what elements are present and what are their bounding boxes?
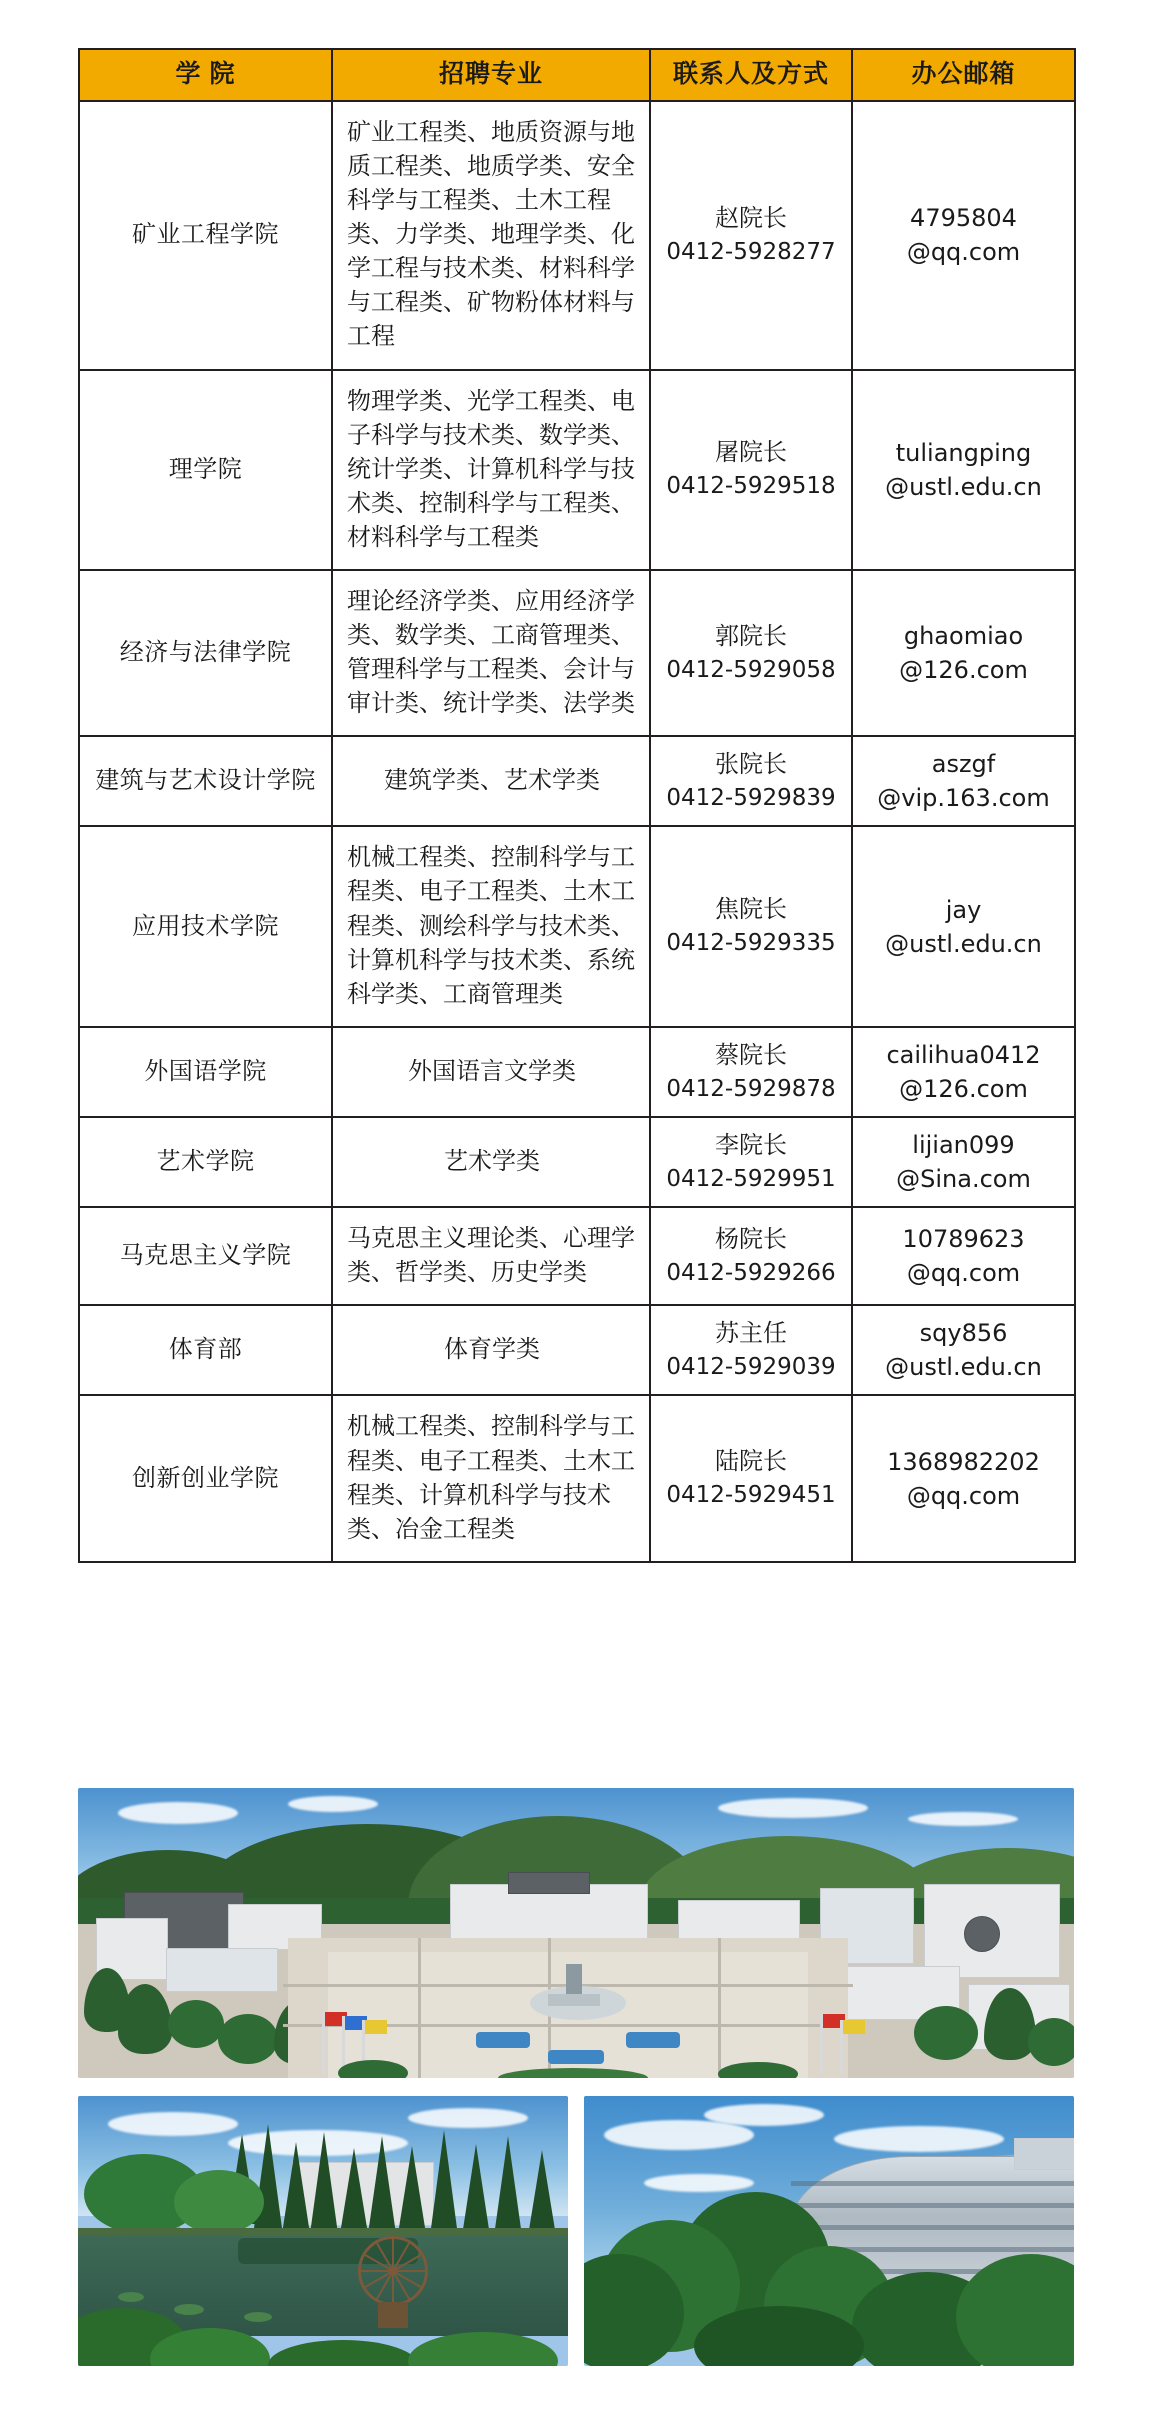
contact-phone: 0412-5929335 [666, 930, 836, 957]
cell-college: 创新创业学院 [79, 1395, 332, 1561]
contact-name: 苏主任 [715, 1319, 787, 1347]
recruitment-table-container [78, 48, 1074, 1563]
cell-major: 物理学类、光学工程类、电子科学与技术类、数学类、统计学类、计算机科学与技术类、控制科学与工程类、材料科学与工程类 [332, 370, 650, 570]
cell-college: 体育部 [79, 1305, 332, 1395]
email-local: cailihua0412 [886, 1040, 1041, 1069]
contact-phone: 0412-5929518 [666, 473, 836, 500]
table-row [79, 1395, 1075, 1561]
cell-email [852, 370, 1075, 570]
contact-name: 赵院长 [715, 204, 787, 232]
email-local: tuliangping [895, 438, 1032, 467]
cell-email [852, 101, 1075, 370]
email-domain: @qq.com [906, 238, 1021, 267]
table-row [79, 370, 1075, 570]
contact-phone: 0412-5929839 [666, 785, 836, 812]
campus-aerial-plaza-photo [78, 1788, 1074, 2078]
cell-college: 经济与法律学院 [79, 570, 332, 736]
table-row [79, 1207, 1075, 1305]
cell-contact [650, 1207, 852, 1305]
cell-email [852, 1305, 1075, 1395]
photo-row [78, 2096, 1074, 2366]
table-header-row [79, 49, 1075, 101]
cell-major: 矿业工程类、地质资源与地质工程类、地质学类、安全科学与工程类、土木工程类、力学类、地理学类、化学工程与技术类、材料科学与工程类、矿物粉体材料与工程 [332, 101, 650, 370]
table-row [79, 101, 1075, 370]
table-row [79, 826, 1075, 1026]
email-domain: @126.com [899, 1074, 1028, 1103]
contact-phone: 0412-5929878 [666, 1075, 836, 1102]
table-row [79, 1117, 1075, 1207]
email-domain: @qq.com [906, 1481, 1021, 1510]
email-local: lijian099 [912, 1130, 1015, 1159]
cell-major: 理论经济学类、应用经济学类、数学类、工商管理类、管理科学与工程类、会计与审计类、统计学类、法学类 [332, 570, 650, 736]
cell-email [852, 1027, 1075, 1117]
recruitment-table [78, 48, 1076, 1563]
cell-major: 艺术学类 [332, 1117, 650, 1207]
contact-phone: 0412-5929039 [666, 1354, 836, 1381]
contact-name: 蔡院长 [715, 1041, 787, 1069]
table-row [79, 736, 1075, 826]
contact-name: 杨院长 [715, 1225, 787, 1253]
email-local: 4795804 [910, 204, 1017, 233]
cell-major: 体育学类 [332, 1305, 650, 1395]
email-local: 1368982202 [887, 1447, 1040, 1476]
cell-email [852, 1395, 1075, 1561]
cell-email [852, 826, 1075, 1026]
cell-major: 建筑学类、艺术学类 [332, 736, 650, 826]
email-domain: @Sina.com [896, 1165, 1031, 1194]
photo-gallery [78, 1788, 1074, 2366]
contact-name: 张院长 [715, 750, 787, 778]
email-domain: @vip.163.com [877, 784, 1050, 813]
contact-phone: 0412-5929058 [666, 656, 836, 683]
cell-college: 应用技术学院 [79, 826, 332, 1026]
cell-college: 艺术学院 [79, 1117, 332, 1207]
table-row [79, 570, 1075, 736]
table-body [79, 101, 1075, 1562]
cell-contact [650, 101, 852, 370]
column-header-contact: 联系人及方式 [650, 49, 852, 101]
email-domain: @ustl.edu.cn [885, 929, 1042, 958]
cell-major: 外国语言文学类 [332, 1027, 650, 1117]
contact-phone: 0412-5929266 [666, 1259, 836, 1286]
email-local: aszgf [931, 750, 996, 779]
contact-name: 郭院长 [715, 622, 787, 650]
cell-major: 机械工程类、控制科学与工程类、电子工程类、土木工程类、测绘科学与技术类、计算机科学与技术类、系统科学类、工商管理类 [332, 826, 650, 1026]
email-domain: @ustl.edu.cn [885, 1353, 1042, 1382]
email-domain: @126.com [899, 656, 1028, 685]
email-domain: @qq.com [906, 1259, 1021, 1288]
cell-email [852, 1117, 1075, 1207]
campus-pond-waterwheel-photo [78, 2096, 568, 2366]
email-local: ghaomiao [903, 622, 1024, 651]
contact-name: 屠院长 [715, 439, 787, 467]
email-local: sqy856 [919, 1319, 1008, 1348]
cell-contact [650, 570, 852, 736]
table-row [79, 1027, 1075, 1117]
contact-name: 焦院长 [715, 896, 787, 924]
contact-phone: 0412-5928277 [666, 238, 836, 265]
table-row [79, 1305, 1075, 1395]
campus-curved-glass-building-photo [584, 2096, 1074, 2366]
cell-email [852, 570, 1075, 736]
contact-name: 陆院长 [715, 1448, 787, 1476]
cell-contact [650, 1305, 852, 1395]
cell-contact [650, 370, 852, 570]
email-local: 10789623 [902, 1225, 1025, 1254]
cell-college: 理学院 [79, 370, 332, 570]
column-header-email: 办公邮箱 [852, 49, 1075, 101]
column-header-college: 学 院 [79, 49, 332, 101]
cell-college: 外国语学院 [79, 1027, 332, 1117]
contact-phone: 0412-5929451 [666, 1482, 836, 1509]
cell-major: 马克思主义理论类、心理学类、哲学类、历史学类 [332, 1207, 650, 1305]
email-domain: @ustl.edu.cn [885, 472, 1042, 501]
cell-contact [650, 1117, 852, 1207]
cell-contact [650, 826, 852, 1026]
contact-phone: 0412-5929951 [666, 1165, 836, 1192]
cell-contact [650, 736, 852, 826]
contact-name: 李院长 [715, 1131, 787, 1159]
cell-contact [650, 1027, 852, 1117]
email-local: jay [945, 895, 982, 924]
cell-major: 机械工程类、控制科学与工程类、电子工程类、土木工程类、计算机科学与技术类、冶金工程类 [332, 1395, 650, 1561]
cell-college: 建筑与艺术设计学院 [79, 736, 332, 826]
cell-contact [650, 1395, 852, 1561]
cell-college: 矿业工程学院 [79, 101, 332, 370]
cell-college: 马克思主义学院 [79, 1207, 332, 1305]
cell-email [852, 736, 1075, 826]
column-header-major: 招聘专业 [332, 49, 650, 101]
cell-email [852, 1207, 1075, 1305]
